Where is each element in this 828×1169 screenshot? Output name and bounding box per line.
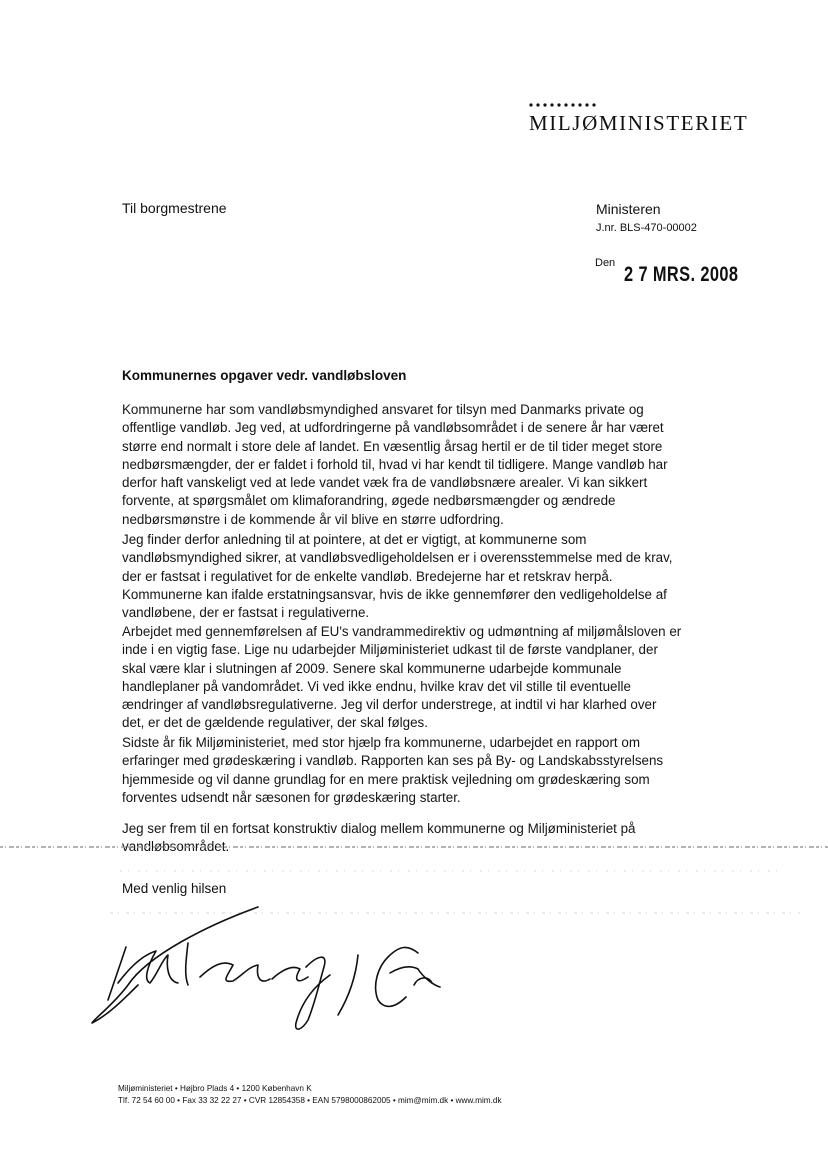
body-paragraph: Arbejdet med gennemførelsen af EU's vandrammedirektiv og udmøntning af miljømålsloven er inde i en vigtig fase. Lige nu udarbejder Miljøministeriet udkast til de første vandplaner, der skal være klar i slutningen af 2009. Senere skal kommunerne udarbejde kommunale handleplaner på vandområdet. Vi ved ikke endnu, hvilke krav det vil stille til eventuelle ændringer af vandløbsregulativerne. Jeg vil derfor understrege, at indtil vi har klarhed over det, er det de gældende regulativer, der skal følges.	[122, 624, 682, 731]
date-stamp: 2 7 MRS. 2008	[624, 263, 739, 286]
logo-dots-icon	[528, 100, 598, 110]
body-paragraph: Sidste år fik Miljøministeriet, med stor hjælp fra kommunerne, udarbejdet en rapport om erfaringer med grødeskæring i vandløb. Rapporten kan ses på By- og Landskabsstyrelsens hjemmeside og vil danne grundlag for en mere praktisk vejledning om grødeskæring som forventes udsendt når sæsonen for grødeskæring starter.	[122, 735, 664, 805]
letter-subject: Kommunernes opgaver vedr. vandløbsloven	[122, 368, 407, 383]
scan-noise-line	[0, 842, 828, 852]
footer-contact: Tlf. 72 54 60 00 • Fax 33 32 22 27 • CVR 12854358 • EAN 5798000862005 • mim@mim.dk • www.mim.dk	[118, 1096, 502, 1105]
signature	[88, 905, 448, 1035]
date-label: Den	[595, 257, 616, 269]
body-paragraph: Jeg finder derfor anledning til at pointere, at det er vigtigt, at kommunerne som vandløbsmyndighed sikrer, at vandløbsvedligeholdelsen er i overensstemmelse med de krav, der er fastsat i regulativet for de enkelte vandløb. Bredejerne har et retskrav herpå. Kommunerne kan ifalde erstatningsansvar, hvis de ikke gennemfører den vedligeholdelse af vandløbene, der er fastsat i regulativerne.	[122, 532, 673, 621]
body-paragraph: Kommunerne har som vandløbsmyndighed ansvaret for tilsyn med Danmarks private og offentlige vandløb. Jeg ved, at udfordringerne på vandløbsområdet i de senere år har været større end normalt i store dele af landet. En væsentlig årsag hertil er de til tider meget store nedbørsmængder, der er faldet i forhold til, hvad vi har kendt til tidligere. Mange vandløb har derfor haft vanskeligt ved at lede vandet væk fra de vandløbsnære arealer. Vi kan sikkert forvente, at spørgsmålet om klimaforandring, øgede nedbørsmængder og ændrede nedbørsmønstre i de kommende år vil blive en større udfordring.	[122, 402, 668, 527]
journal-number: J.nr. BLS-470-00002	[596, 222, 697, 234]
footer-address: Miljøministeriet • Højbro Plads 4 • 1200 København K	[118, 1084, 312, 1093]
closing-phrase: Med venlig hilsen	[122, 881, 227, 896]
addressee: Til borgmestrene	[122, 200, 227, 216]
sender-title: Ministeren	[596, 201, 661, 217]
body-paragraph: Jeg ser frem til en fortsat konstruktiv dialog mellem kommunerne og Miljøministeriet på vandløbsområdet.	[122, 821, 636, 855]
letterhead-logo: MILJØMINISTERIET	[529, 111, 749, 135]
scan-noise-line	[0, 866, 828, 876]
